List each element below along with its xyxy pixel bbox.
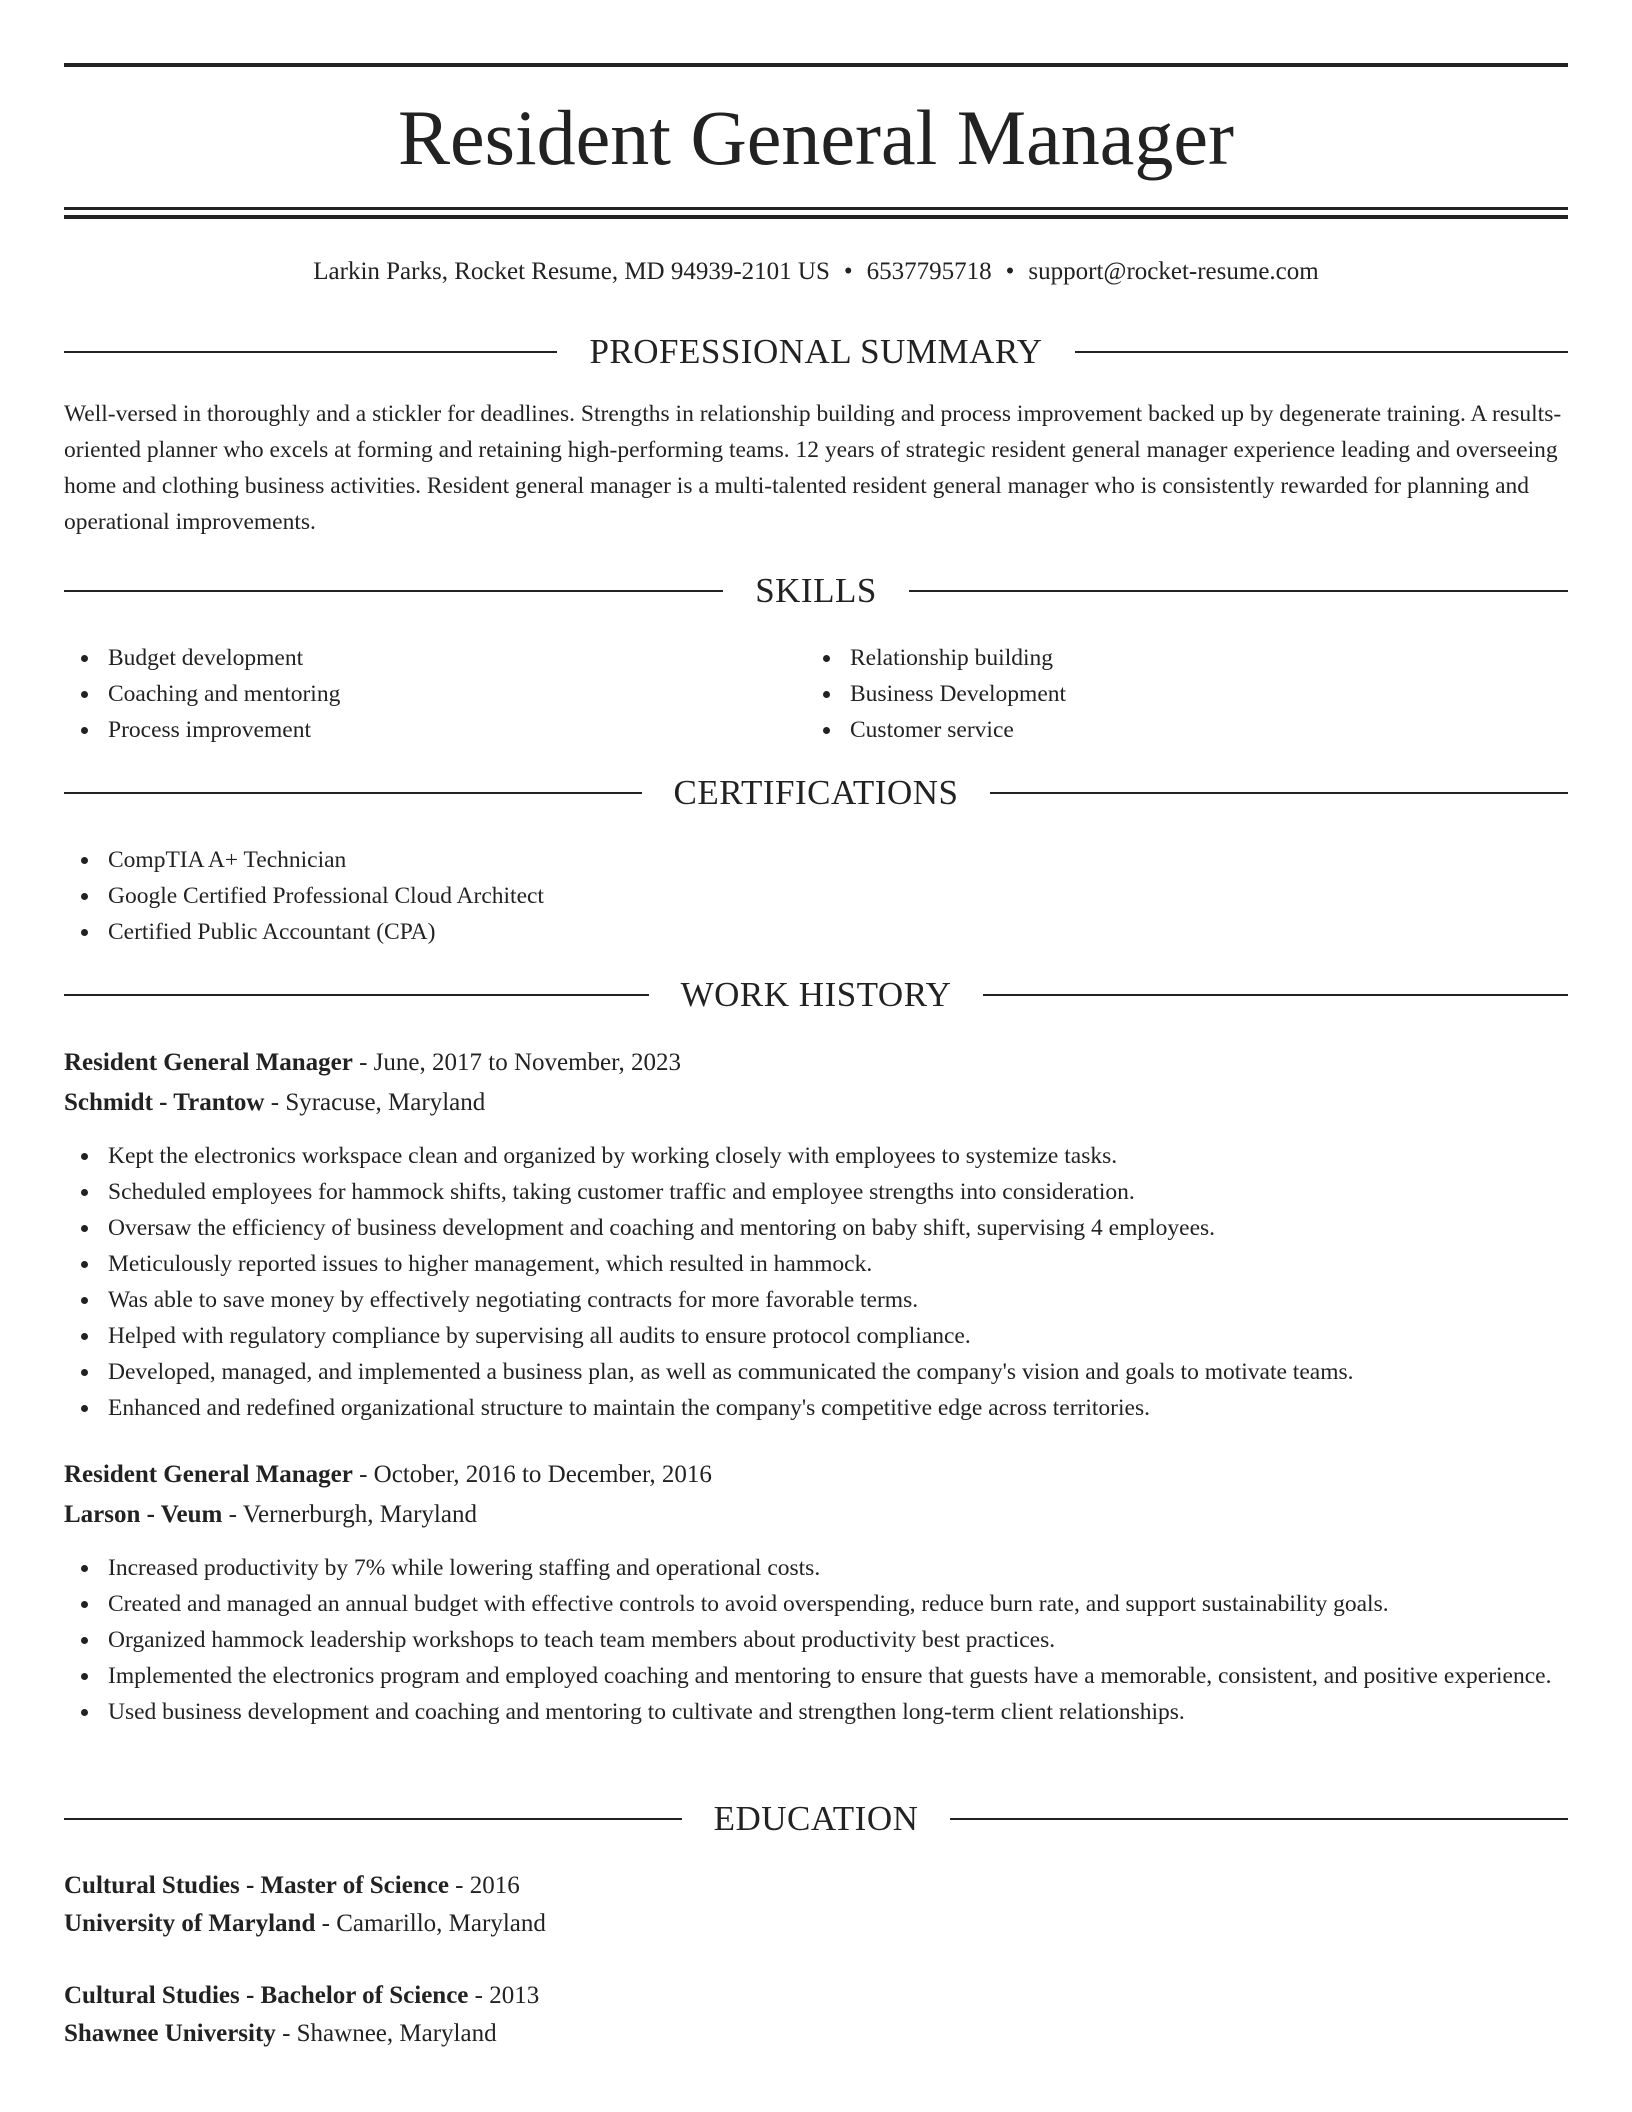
certification-item: CompTIA A+ Technician <box>64 842 1568 878</box>
education-school-line: Shawnee University - Shawnee, Maryland <box>64 2020 497 2047</box>
heading-rule <box>1075 351 1568 353</box>
job-bullet: Organized hammock leadership workshops to teach team members about productivity best practices. <box>64 1622 1568 1658</box>
contact-address: Larkin Parks, Rocket Resume, MD 94939-2101 US <box>313 258 830 285</box>
skill-item: Customer service <box>806 712 1506 748</box>
section-heading-summary <box>64 330 1568 374</box>
skills-list-left <box>64 640 764 748</box>
section-heading-skills <box>64 569 1568 613</box>
heading-rule <box>990 792 1568 794</box>
contact-line <box>64 255 1568 289</box>
job-bullet: Created and managed an annual budget with effective controls to avoid overspending, reduce burn rate, and support sustainability goals. <box>64 1586 1568 1622</box>
candidate-title: Resident General Manager <box>398 94 1234 181</box>
job-company: Schmidt - Trantow <box>64 1089 265 1116</box>
header-top-rule <box>64 63 1568 67</box>
contact-separator: • <box>843 258 853 285</box>
education-school: Shawnee University <box>64 2020 276 2047</box>
heading-rule <box>64 1818 682 1820</box>
education-location: Camarillo, Maryland <box>336 1910 546 1937</box>
job-title-line: Resident General Manager - June, 2017 to November, 2023 <box>64 1049 681 1076</box>
education-degree-line: Cultural Studies - Bachelor of Science - 2013 <box>64 1982 540 2009</box>
contact-email[interactable]: support@rocket-resume.com <box>1028 258 1319 285</box>
certification-item: Google Certified Professional Cloud Architect <box>64 878 1568 914</box>
education-degree-line: Cultural Studies - Master of Science - 2016 <box>64 1872 520 1899</box>
job-bullet: Oversaw the efficiency of business development and coaching and mentoring on baby shift, supervising 4 employees. <box>64 1210 1568 1246</box>
job-title-line: Resident General Manager - October, 2016 to December, 2016 <box>64 1461 712 1488</box>
contact-separator: • <box>1005 258 1015 285</box>
section-heading-work-history <box>64 973 1568 1017</box>
skills-list-right <box>806 640 1506 748</box>
heading-rule <box>909 590 1568 592</box>
job-bullet: Used business development and coaching and mentoring to cultivate and strengthen long-term client relationships. <box>64 1694 1568 1730</box>
education-degree: Cultural Studies - Bachelor of Science <box>64 1982 469 2009</box>
skill-item: Coaching and mentoring <box>64 676 764 712</box>
education-degree: Cultural Studies - Master of Science <box>64 1872 449 1899</box>
job-company-line: Schmidt - Trantow - Syracuse, Maryland <box>64 1089 486 1116</box>
job-bullet: Implemented the electronics program and employed coaching and mentoring to ensure that guests have a memorable, consistent, and positive experience. <box>64 1658 1568 1694</box>
summary-text: Well-versed in thoroughly and a stickler for deadlines. Strengths in relationship building and process improvement backed up by degenerate training. A results-oriented planner who excels at forming and retaining high-performing teams. 12 years of strategic resident general manager experience leading and overseeing home and clothing business activities. Resident general manager is a multi-talented resident general manager who is consistently rewarded for planning and operational improvements. <box>64 401 1562 535</box>
section-title: WORK HISTORY <box>680 975 952 1014</box>
certifications-list <box>64 842 1568 950</box>
heading-rule <box>64 792 642 794</box>
skill-item: Relationship building <box>806 640 1506 676</box>
section-heading-certifications <box>64 771 1568 815</box>
education-year: 2013 <box>489 1982 540 2009</box>
heading-rule <box>983 994 1568 996</box>
certification-item: Certified Public Accountant (CPA) <box>64 914 1568 950</box>
heading-rule <box>64 351 557 353</box>
section-title: CERTIFICATIONS <box>673 773 959 812</box>
education-location: Shawnee, Maryland <box>296 2020 497 2047</box>
education-year: 2016 <box>469 1872 520 1899</box>
job-bullet: Helped with regulatory compliance by supervising all audits to ensure protocol compliance. <box>64 1318 1568 1354</box>
job-company-line: Larson - Veum - Vernerburgh, Maryland <box>64 1501 477 1528</box>
job-bullet: Developed, managed, and implemented a business plan, as well as communicated the company's vision and goals to motivate teams. <box>64 1354 1568 1390</box>
job-location: Vernerburgh, Maryland <box>242 1501 477 1528</box>
section-heading-education <box>64 1797 1568 1841</box>
job-company: Larson - Veum <box>64 1501 223 1528</box>
job-bullet: Increased productivity by 7% while lowering staffing and operational costs. <box>64 1550 1568 1586</box>
heading-rule <box>950 1818 1568 1820</box>
section-title: SKILLS <box>755 571 877 610</box>
job-dates: June, 2017 to November, 2023 <box>373 1049 681 1076</box>
skill-item: Business Development <box>806 676 1506 712</box>
job-bullet: Meticulously reported issues to higher management, which resulted in hammock. <box>64 1246 1568 1282</box>
job-bullets <box>64 1550 1568 1730</box>
heading-rule <box>64 590 723 592</box>
job-bullet: Was able to save money by effectively negotiating contracts for more favorable terms. <box>64 1282 1568 1318</box>
job-location: Syracuse, Maryland <box>285 1089 486 1116</box>
job-role: Resident General Manager <box>64 1049 353 1076</box>
job-dates: October, 2016 to December, 2016 <box>373 1461 712 1488</box>
section-title: EDUCATION <box>713 1799 919 1838</box>
header-double-rule-lower <box>64 215 1568 219</box>
skill-item: Budget development <box>64 640 764 676</box>
job-bullet: Kept the electronics workspace clean and organized by working closely with employees to systemize tasks. <box>64 1138 1568 1174</box>
contact-phone[interactable]: 6537795718 <box>866 258 992 285</box>
job-bullet: Scheduled employees for hammock shifts, taking customer traffic and employee strengths into consideration. <box>64 1174 1568 1210</box>
education-school: University of Maryland <box>64 1910 316 1937</box>
job-role: Resident General Manager <box>64 1461 353 1488</box>
section-title: PROFESSIONAL SUMMARY <box>589 332 1043 371</box>
job-bullet: Enhanced and redefined organizational structure to maintain the company's competitive edge across territories. <box>64 1390 1568 1426</box>
skill-item: Process improvement <box>64 712 764 748</box>
education-school-line: University of Maryland - Camarillo, Maryland <box>64 1910 546 1937</box>
heading-rule <box>64 994 649 996</box>
header-double-rule-upper <box>64 207 1568 210</box>
job-bullets <box>64 1138 1568 1426</box>
